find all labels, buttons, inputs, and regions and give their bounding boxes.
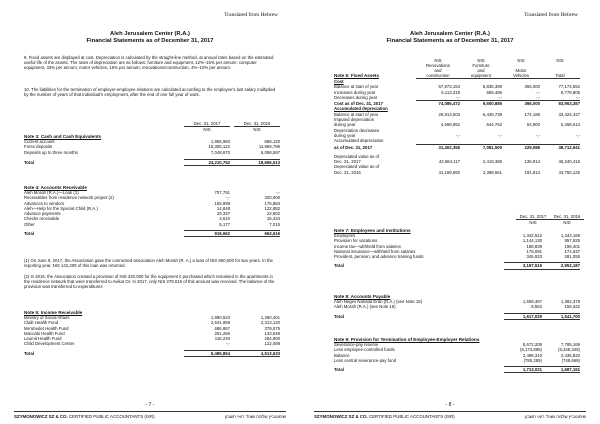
total-row: Total 1,713,021 1,687,151 bbox=[334, 367, 580, 373]
total-row: Total 24,210,752 18,656,513 bbox=[24, 159, 280, 165]
table-row: Child Development Center -,- 122,088 bbox=[24, 341, 280, 347]
table-row: Advances to vendors 155,899 175,883 bbox=[24, 200, 280, 206]
total-row: Total 3,197,515 2,953,187 bbox=[334, 263, 580, 269]
page-header bbox=[0, 31, 300, 45]
table-row: Maccabi Health Fund 251,266 133,549 bbox=[24, 330, 280, 336]
table-row: Aleh Negev Nahalat Eran (R.A.) (see Note 15) 1,608,467 1,382,378 bbox=[334, 299, 580, 304]
table-row: Depreciated value as of bbox=[334, 153, 380, 159]
note10-policy: 10. The liabilities for the termination of employer-employee relations are calculated according to the employee's last salary multiplied by the number of years of that individual's employment, after the end of one full year of work. bbox=[24, 87, 276, 98]
footer-firm: SZYMONOWICZ SZ & CO. CERTIFIED PUBLIC ACCOUNTANTS (ISR) bbox=[314, 414, 455, 419]
total-row: Total 1,617,029 1,541,700 bbox=[334, 313, 580, 319]
table-row: Aleh Morah (R.A.) (see Note 15) 8,562 159,322 bbox=[334, 304, 580, 310]
table-row: National insurance—withheld from salaries 176,091 174,637 bbox=[334, 248, 580, 254]
table-row: Imputed depreciation bbox=[334, 117, 375, 123]
table-row: Ministry of Social Affairs 1,890,523 1,290,401 bbox=[24, 315, 280, 320]
table-row: Depreciation decreases bbox=[334, 127, 380, 133]
col-renovations: NIS Renovations and construction bbox=[426, 58, 450, 78]
table-row: during year -,- -,- -,- -,- bbox=[334, 132, 580, 138]
table-row: Provision for vacations 1,144,130 957,925 bbox=[334, 238, 580, 244]
table-row: Less employee-controlled funds (6,173,895) (5,349,349) bbox=[334, 347, 580, 353]
table-row: Advance payments 29,337 22,902 bbox=[24, 211, 280, 217]
note8-title: Note 8: Accounts Payable bbox=[334, 294, 391, 299]
acc-rows bbox=[334, 112, 580, 150]
note6-header bbox=[334, 58, 580, 78]
table-row: Employees 1,342,522 1,343,169 bbox=[334, 233, 580, 238]
col-header-2017: Dec. 31, 2017 NIS bbox=[516, 214, 550, 225]
note8-table bbox=[334, 294, 580, 320]
table-row: Checks receivable 3,610 15,434 bbox=[24, 216, 280, 222]
total-row: Total 916,662 663,616 bbox=[24, 231, 280, 237]
acc-label: Accumulated depreciation bbox=[334, 106, 388, 112]
translated-label: Translated from Hebrew bbox=[224, 12, 278, 18]
table-row: Aleh Morah (R.A.)—Loan (1) 707,791 -,- bbox=[24, 190, 280, 195]
page-header bbox=[300, 31, 600, 45]
table-row: as of Dec. 31, 2017 31,402,355 7,081,500 229,086 38,712,941 bbox=[334, 144, 580, 150]
page-number: - 7 - bbox=[145, 402, 155, 408]
col-total: NIS Total bbox=[555, 58, 565, 78]
col-vehicles: NIS Motor Vehicles bbox=[512, 58, 529, 78]
total-row: Total 5,486,854 4,513,633 bbox=[24, 350, 280, 356]
cost-rows bbox=[334, 84, 580, 106]
note3-title: Note 3: Cash and Cash Equivalents bbox=[24, 134, 102, 139]
table-row: Accumulated depreciation bbox=[334, 138, 384, 144]
page-number: - 8 - bbox=[445, 402, 455, 408]
table-row: Receivables from residence network project (2) -,- 320,000 bbox=[24, 195, 280, 201]
footer-firm-hebrew: שימונוביץ שלמה ושות' רואי חשבון bbox=[524, 414, 586, 419]
note5-title: Note 5: Income Receivable bbox=[24, 310, 83, 315]
note6-table bbox=[334, 58, 580, 175]
table-row: Dec. 31, 2017 42,684,117 2,419,385 136,914 45,240,416 bbox=[334, 159, 580, 165]
table-row: during year 4,568,852 644,762 54,900 5,268,514 bbox=[334, 122, 580, 128]
header-subtitle: Financial Statements as of December 31, 2017 bbox=[86, 38, 214, 44]
table-row: Income tax—withheld from salaries 188,839 196,401 bbox=[334, 243, 580, 249]
page-8 bbox=[300, 0, 600, 424]
table-row: Balance at start of year 26,813,503 6,436,738 174,186 33,424,427 bbox=[334, 111, 580, 117]
note7-table bbox=[334, 228, 580, 270]
table-row: Increases during year 6,113,319 665,486 -,- 6,778,805 bbox=[334, 89, 580, 95]
note6-title: Note 6: Fixed Assets bbox=[334, 73, 380, 78]
page-footer bbox=[314, 411, 586, 419]
cost-label: Cost bbox=[334, 79, 344, 84]
footer-firm-hebrew: שימונוביץ שלמה ושות' רואי חשבון bbox=[224, 414, 286, 419]
table-row: Leumit Health Fund 116,240 284,900 bbox=[24, 336, 280, 342]
translated-label: Translated from Hebrew bbox=[524, 12, 578, 18]
table-row: Severance-pay reserve 8,672,205 7,785,169 bbox=[334, 342, 580, 347]
table-row: Decreases during year -,- -,- -,- -,- bbox=[334, 94, 580, 100]
note4-title: Note 4: Accounts Receivable bbox=[24, 185, 87, 190]
note4-table bbox=[24, 185, 280, 237]
table-row: Cost as of Dec. 31, 2017 74,086,472 9,500,885 366,000 83,953,357 bbox=[334, 101, 580, 107]
table-row: Current account 1,856,960 688,120 bbox=[24, 139, 280, 144]
col-header-2016: Dec. 31, 2016 NIS bbox=[234, 121, 280, 132]
table-row: Me'uhedet Health Fund 686,867 379,575 bbox=[24, 325, 280, 331]
table-row: Depreciated value as of bbox=[334, 164, 380, 170]
note3-table bbox=[24, 134, 280, 166]
table-row: Balance 2,498,310 2,435,820 bbox=[334, 352, 580, 358]
note5-table bbox=[24, 310, 280, 357]
note9-table bbox=[334, 337, 580, 373]
table-row: Dec. 31, 2016 41,159,650 2,398,661 191,814 43,750,125 bbox=[334, 169, 580, 175]
col-header-2016: Dec. 31, 2016 NIS bbox=[550, 214, 584, 225]
note9-title: Note 9: Provision for Termination of Employee-Employer Relations bbox=[334, 337, 480, 342]
col-header-2017: Dec. 31, 2017 NIS bbox=[184, 121, 230, 132]
table-row: Aleh—Help for the Special Child (R.A.) 14,848 122,882 bbox=[24, 205, 280, 211]
footnote-2: (2) In 2015, the Association created a provision of NIS 320,000 for the equipment it purchased which remained in the apartments in the residence network that were transferred to Avikut Or. In 2017, only NIS 279,016 of this amount was received. The balance of the provision was transferred to expenditures bbox=[24, 274, 275, 290]
dep-rows bbox=[334, 154, 580, 175]
header-org: Aleh Jerusalem Center (R.A.) bbox=[410, 31, 490, 37]
table-row: Balance at start of year 67,973,153 8,835,399 366,000 77,174,552 bbox=[334, 84, 580, 90]
table-row: Provident, pension, and advance training funds 345,933 281,055 bbox=[334, 254, 580, 260]
table-row: Other 5,177 7,015 bbox=[24, 221, 280, 227]
footnote-1: (1) On June 9, 2017, the Association gave the connected association Aleh Morah (R. A.) a loan of NIS 850,000 for two years. In the reporting year, NIS 142,209 of this loan was returned. bbox=[24, 258, 273, 269]
table-row: Deposits up to three months 7,048,670 6,098,597 bbox=[24, 149, 280, 155]
note7-title: Note 7: Employees and Institutions bbox=[334, 228, 411, 233]
col-furniture: NIS Furniture and equipment bbox=[470, 58, 492, 78]
table-row: Clalit Health Fund 2,541,958 2,313,120 bbox=[24, 320, 280, 326]
note9-policy: 9. Fixed assets are displayed at cost. Depreciation is calculated by the straight-line method, at annual rates based on the estimated useful life of the assets. The rates of depreciation are as follows: furniture and equipment, 12%–15% per annum; computer equipment, 33% per annum; motor vehicles, 15% per annum; renovations/construction, 4%–10% per annum. bbox=[24, 55, 274, 71]
page-footer bbox=[14, 411, 286, 419]
header-subtitle: Financial Statements as of December 31, 2017 bbox=[386, 38, 514, 44]
table-row: Forex deposits 15,305,122 11,869,796 bbox=[24, 144, 280, 150]
table-row: Less central severance-pay fund (785,289) (748,669) bbox=[334, 357, 580, 363]
header-org: Aleh Jerusalem Center (R.A.) bbox=[110, 31, 190, 37]
footer-firm: SZYMONOWICZ SZ & CO. CERTIFIED PUBLIC ACCOUNTANTS (ISR) bbox=[14, 414, 155, 419]
